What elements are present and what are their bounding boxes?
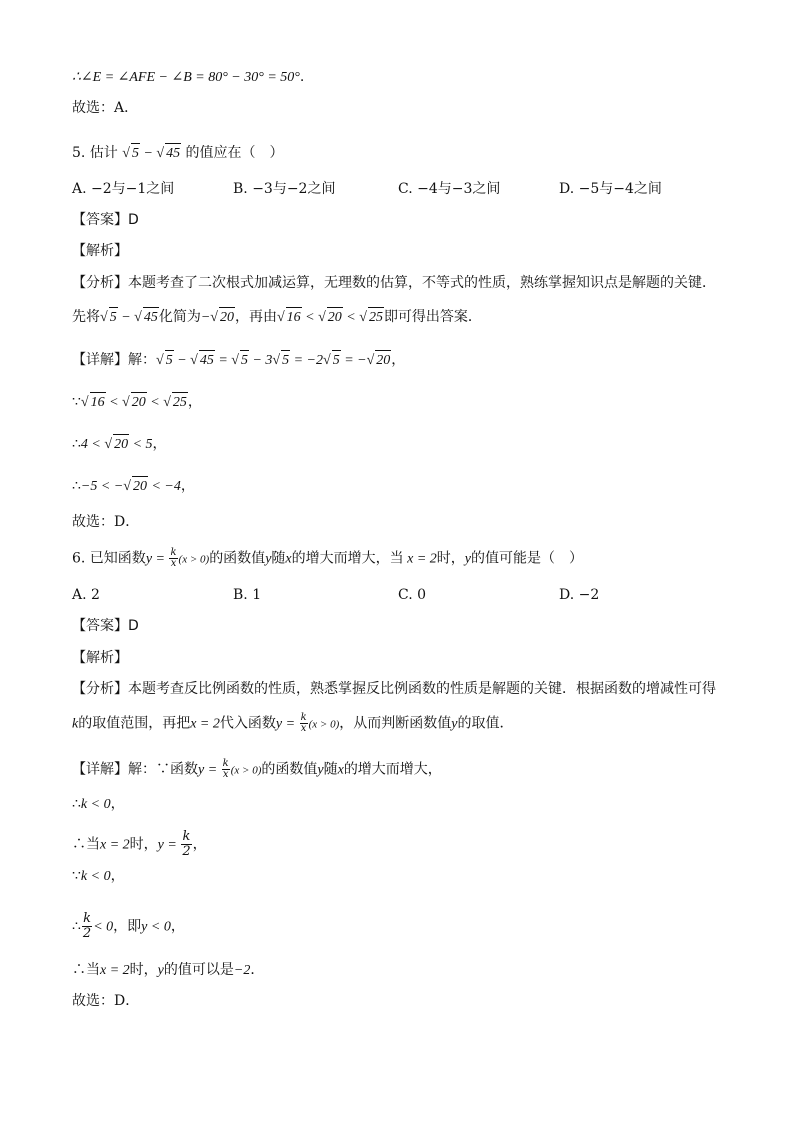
choose-6: 故选：D． bbox=[72, 993, 140, 1009]
q6-option-b: B. 1 bbox=[233, 587, 262, 603]
q5-option-b: B. −3与−2之间 bbox=[233, 181, 336, 197]
q5-option-c: C. −4与−3之间 bbox=[398, 181, 501, 197]
analysis-5: 【分析】本题考查了二次根式加减运算，无理数的估算，不等式的性质，熟练掌握知识点是解题的关键． bbox=[72, 275, 716, 291]
step-5-3: ∴−5 < −√ 20 < −4， bbox=[72, 476, 195, 497]
q6-option-c: C. 0 bbox=[398, 587, 427, 603]
analysis-5b: 先将√ 5 − √ 45化简为−√ 20，再由√ 16 < √ 20 < √ 25即可得出答案． bbox=[72, 307, 482, 328]
answer-6: 【答案】D bbox=[72, 618, 139, 634]
detail-5: 【详解】解：√ 5 − √ 45 = √ 5 − 3√ 5 = −2√ 5 = −√ 20， bbox=[72, 350, 405, 371]
detail-6: 【详解】解：∵函数y = $\frac{k}{x}$ (x > 0)的函数值y随x的增大而增大， bbox=[72, 758, 442, 780]
question-5: 5. 估计 √ 5 − √ 45 的值应在（ ） bbox=[72, 143, 284, 164]
step-6-4: ∴ $\frac{k}{2}$ < 0，即y < 0， bbox=[72, 911, 185, 941]
q5-option-d: D. −5与−4之间 bbox=[559, 181, 662, 197]
analysis-6: 【分析】本题考查反比例函数的性质，熟悉掌握反比例函数的性质是解题的关键．根据函数的增减性可得 bbox=[72, 681, 716, 697]
analysis-heading-5: 【解析】 bbox=[72, 243, 128, 259]
step-6-3: ∵k < 0， bbox=[72, 868, 125, 884]
analysis-heading-6: 【解析】 bbox=[72, 650, 128, 666]
answer-5: 【答案】D bbox=[72, 212, 139, 228]
step-6-2: ∴当x = 2时，y = $\frac{k}{2}$ ， bbox=[72, 829, 207, 859]
q6-option-d: D. −2 bbox=[559, 587, 600, 603]
choose-line-1: 故选：A． bbox=[72, 100, 139, 116]
choose-5: 故选：D． bbox=[72, 514, 140, 530]
q6-option-a: A. 2 bbox=[72, 587, 100, 603]
analysis-6b: k的取值范围，再把x = 2代入函数y = $\frac{k}{x}$ (x > 0)，从而判断函数值y的取值． bbox=[72, 712, 514, 734]
step-6-5: ∴当x = 2时，y的值可以是−2． bbox=[72, 962, 265, 978]
step-5-1: ∵√ 16 < √ 20 < √ 25， bbox=[72, 392, 202, 413]
conclusion-line-1: ∴∠E = ∠AFE − ∠B = 80° − 30° = 50°. bbox=[72, 69, 305, 85]
step-6-1: ∴k < 0， bbox=[72, 796, 125, 812]
q5-option-a: A. −2与−1之间 bbox=[72, 181, 175, 197]
question-6: 6. 已知函数y = $\frac{k}{x}$ (x > 0)的函数值y随x的增大而增大，当 x = 2时，y的值可能是（ ） bbox=[72, 547, 584, 569]
step-5-2: ∴4 < √ 20 < 5， bbox=[72, 434, 167, 455]
